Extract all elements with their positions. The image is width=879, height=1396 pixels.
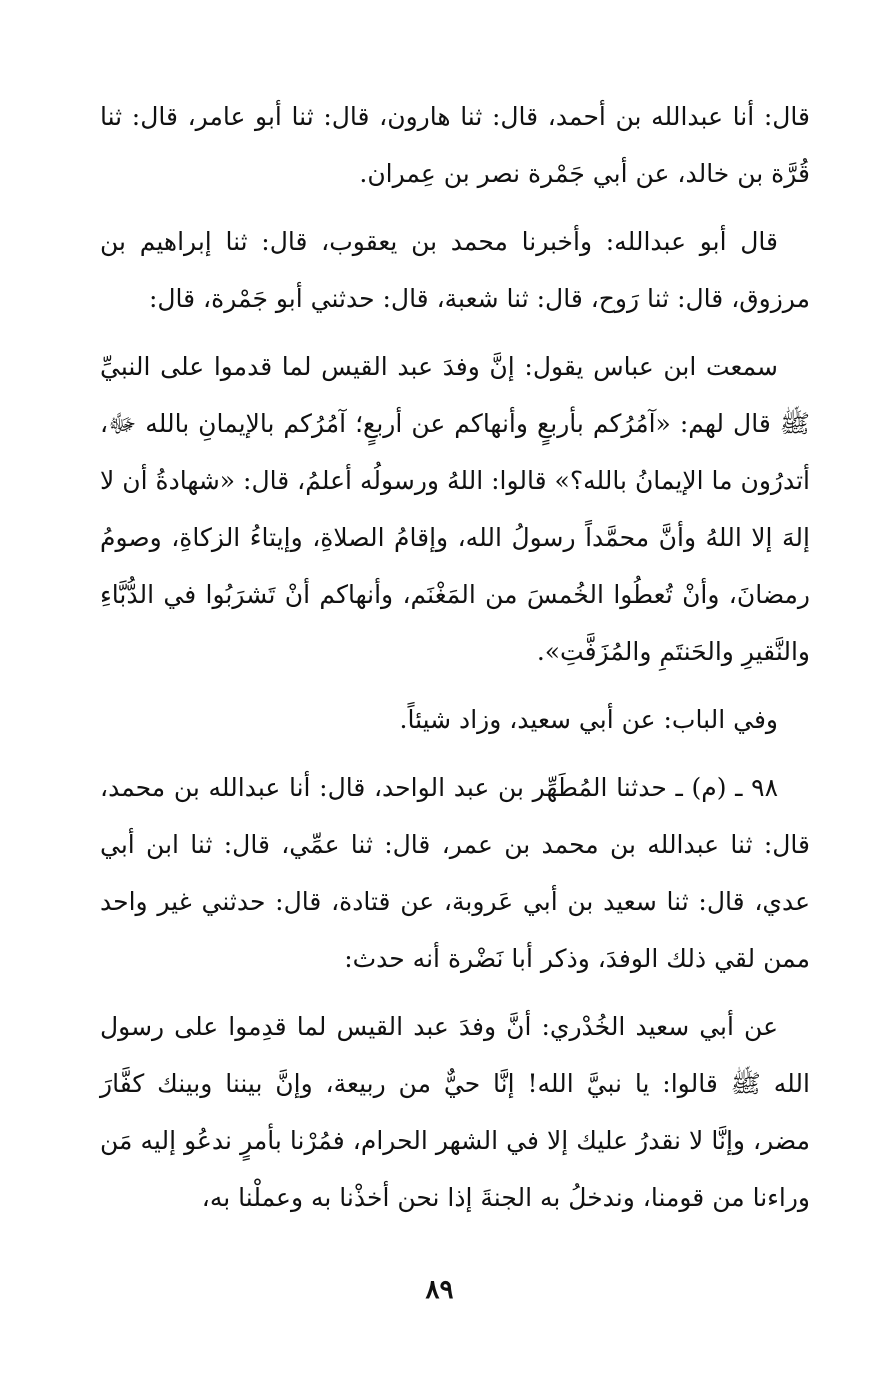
paragraph-5: ٩٨ ـ (م) ـ حدثنا المُطَهِّر بن عبد الواحد، قال: أنا عبدالله بن محمد، قال: ثنا عبدالله بن محمد بن عمر، قال: ثنا عمِّي، قال: ثنا ابن أبي عدي، قال: ثنا سعيد بن أبي عَروبة، عن قتادة، قال: حدثني غير واحد ممن لقي ذلك الوفدَ، وذكر أبا نَضْرة أنه حدث: bbox=[100, 773, 810, 973]
paragraph-4: وفي الباب: عن أبي سعيد، وزاد شيئاً. bbox=[399, 705, 778, 734]
paragraph-6: عن أبي سعيد الخُدْري: أنَّ وفدَ عبد القيس لما قدِموا على رسول الله ﷺ قالوا: يا نبيَّ الله! إنَّا حيٌّ من ربيعة، وإنَّ بيننا وبينك كفَّارَ مضر، وإنَّا لا نقدرُ عليك إلا في الشهر الحرام، فمُرْنا بأمرٍ ندعُو إليه مَن وراءنا من قومنا، وندخلُ به الجنةَ إذا نحن أخذْنا به وعملْنا به، bbox=[100, 1012, 810, 1212]
paragraph-1: قال: أنا عبدالله بن أحمد، قال: ثنا هارون، قال: ثنا أبو عامر، قال: ثنا قُرَّة بن خالد، عن أبي جَمْرة نصر بن عِمران. bbox=[100, 102, 810, 188]
page-number: ٨٩ bbox=[425, 1275, 454, 1305]
text-body bbox=[100, 88, 810, 1226]
paragraph-2: قال أبو عبدالله: وأخبرنا محمد بن يعقوب، قال: ثنا إبراهيم بن مرزوق، قال: ثنا رَوح، قال: ثنا شعبة، قال: حدثني أبو جَمْرة، قال: bbox=[100, 227, 810, 313]
paragraph-3: سمعت ابن عباس يقول: إنَّ وفدَ عبد القيس لما قدموا على النبيِّ ﷺ قال لهم: «آمُرُكم بأربعٍ وأنهاكم عن أربعٍ؛ آمُرُكم بالإيمانِ بالله ﷻ، أتدرُون ما الإيمانُ بالله؟» قالوا: اللهُ ورسولُه أعلمُ، قال: «شهادةُ أن لا إلهَ إلا اللهُ وأنَّ محمَّداً رسولُ الله، وإقامُ الصلاةِ، وإيتاءُ الزكاةِ، وصومُ رمضانَ، وأنْ تُعطُوا الخُمسَ من المَغْنَم، وأنهاكم أنْ تَشرَبُوا في الدُّبَّاءِ والنَّقيرِ والحَنتَمِ والمُزَفَّتِ». bbox=[100, 352, 810, 666]
